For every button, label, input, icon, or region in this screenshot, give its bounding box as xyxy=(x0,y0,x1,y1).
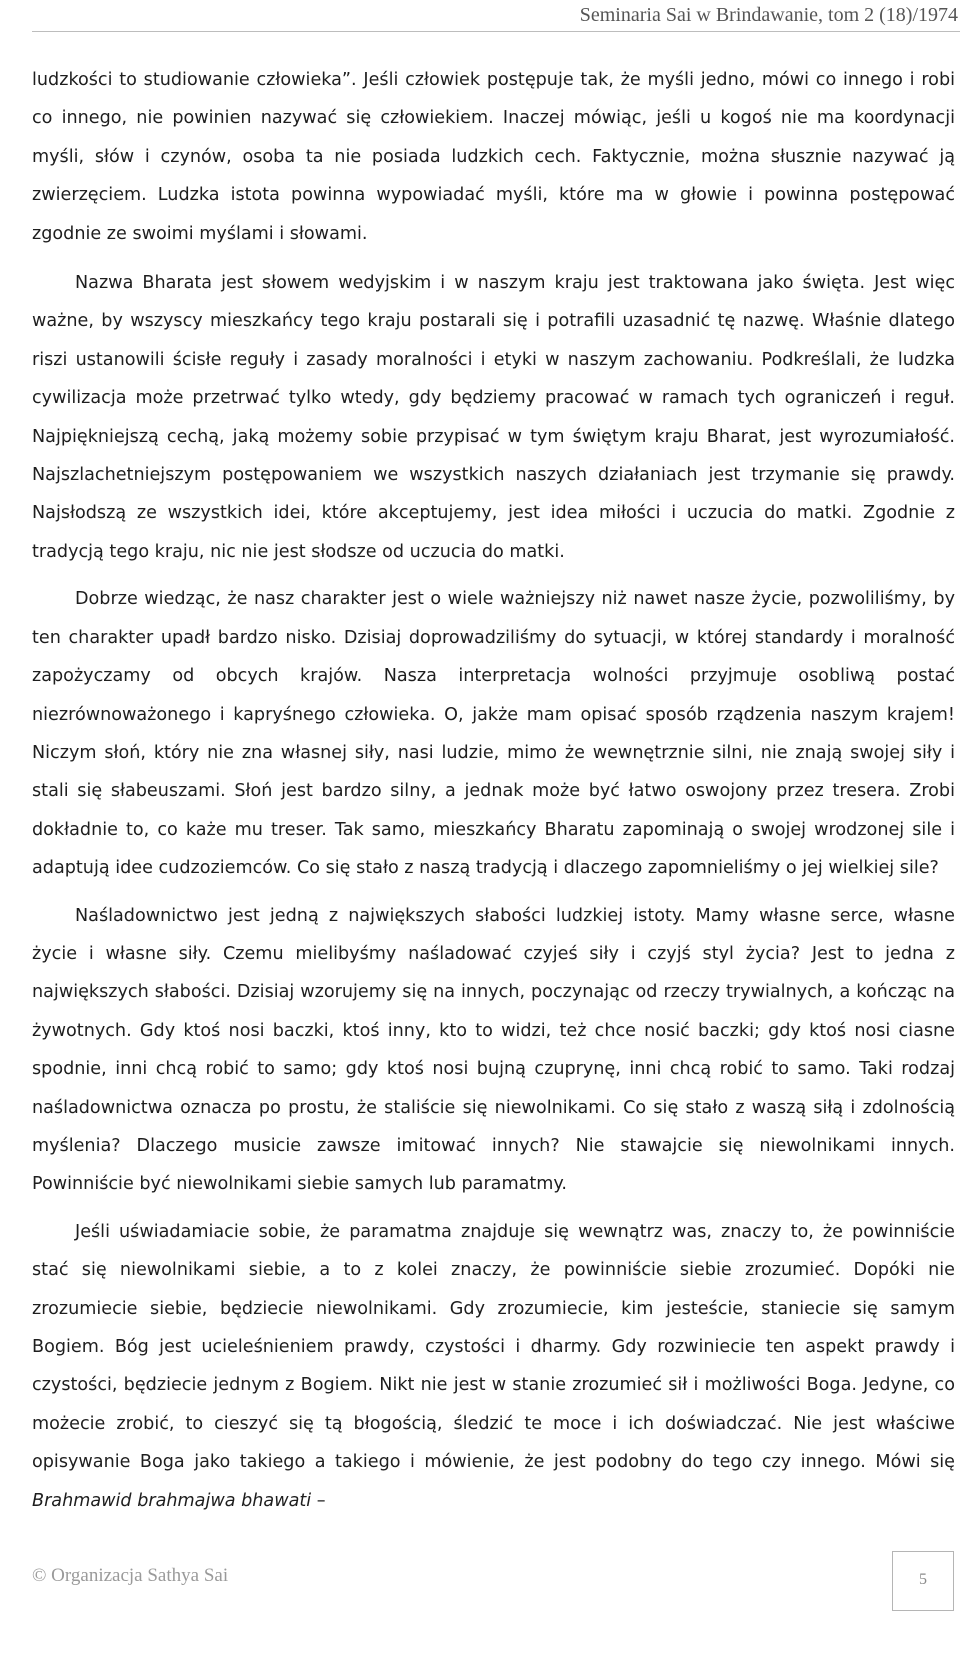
paragraph-3: Dobrze wiedząc, że nasz charakter jest o wiele ważniejszy niż nawet nasze życie, pozwoliliśmy, by ten charakter upadł bardzo nisko. Dzisiaj doprowadziliśmy do sytuacji, w której standardy i moralność zapożyczamy od obcych krajów. Nasza interpretacja wolności przyjmuje osobliwą postać niezrównoważonego i kapryśnego człowieka. O, jakże mam opisać sposób rządzenia naszym krajem! Niczym słoń, który nie zna własnej siły, nasi ludzie, mimo że wewnętrznie silni, nie znają swojej siły i stali się słabeuszami. Słoń jest bardzo silny, a jednak może być łatwo oswojony przez tresera. Zrobi dokładnie to, co każe mu treser. Tak samo, mieszkańcy Bharatu zapominają o swojej wrodzonej sile i adaptują idee cudzoziemców. Co się stało z naszą tradycją i dlaczego zapomnieliśmy o jej wielkiej sile? xyxy=(32,589,955,879)
page-number-box xyxy=(892,1551,954,1611)
header-title: Seminaria Sai w Brindawanie, tom 2 (18)/1974 xyxy=(579,4,958,26)
paragraph-5-tail: – xyxy=(311,1490,326,1511)
paragraph-5 xyxy=(32,1213,955,1520)
paragraph-1: ludzkości to studiowanie człowieka”. Jeśli człowiek postępuje tak, że myśli jedno, mówi co innego i robi co innego, nie powinien nazywać się człowiekiem. Inaczej mówiąc, jeśli u kogoś nie ma koordynacji myśli, słów i czynów, osoba ta nie posiada ludzkich cech. Faktycznie, można słusznie nazywać ją zwierzęciem. Ludzka istota powinna wypowiadać myśli, które ma w głowie i powinna postępować zgodnie ze swoimi myślami i słowami. xyxy=(32,70,955,244)
paragraph-5-text: Jeśli uświadamiacie sobie, że paramatma znajduje się wewnątrz was, znaczy to, że powinniście stać się niewolnikami siebie, a to z kolei znaczy, że powinniście siebie zrozumieć. Dopóki nie zrozumiecie siebie, będziecie niewolnikami. Gdy zrozumiecie, kim jesteście, staniecie się samym Bogiem. Bóg jest ucieleśnieniem prawdy, czystości i dharmy. Gdy rozwiniecie ten aspekt prawdy i czystości, będziecie jednym z Bogiem. Nikt nie jest w stanie zrozumieć sił i możliwości Boga. Jedyne, co możecie zrobić, to cieszyć się tą błogością, śledzić te moce i ich doświadczać. Nie jest właściwe opisywanie Boga jako takiego a takiego i mówienie, że jest podobny do tego czy innego. Mówi się xyxy=(32,1221,955,1473)
document-body xyxy=(32,61,955,1529)
paragraph-2: Nazwa Bharata jest słowem wedyjskim i w naszym kraju jest traktowana jako święta. Jest więc ważne, by wszyscy mieszkańcy tego kraju postarali się i potrafili uzasadnić tę nazwę. Właśnie dlatego riszi ustanowili ścisłe reguły i zasady moralności i etyki w naszym zachowaniu. Podkreślali, że ludzka cywilizacja może przetrwać tylko wtedy, gdy będziemy pracować w ramach tych ograniczeń i reguł. Najpiękniejszą cechą, jaką możemy sobie przypisać w tym świętym kraju Bharat, jest wyrozumiałość. Najszlachetniejszym postępowaniem we wszystkich naszych działaniach jest trzymanie się prawdy. Najsłodszą ze wszystkich idei, które akceptujemy, jest idea miłości i uczucia do matki. Zgodnie z tradycją tego kraju, nic nie jest słodsze od uczucia do matki. xyxy=(32,273,955,562)
running-header xyxy=(32,0,960,32)
footer-copyright: © Organizacja Sathya Sai xyxy=(32,1565,229,1586)
paragraph-4: Naśladownictwo jest jedną z największych słabości ludzkiej istoty. Mamy własne serce, własne życie i własne siły. Czemu mielibyśmy naśladować czyjeś siły i czyjś styl życia? Jest to jedna z największych słabości. Dzisiaj wzorujemy się na innych, poczynając od rzeczy trywialnych, a kończąc na żywotnych. Gdy ktoś nosi baczki, ktoś inny, kto to widzi, też chce nosić baczki; gdy ktoś nosi ciasne spodnie, inni chcą robić to samo; gdy ktoś nosi bujną czuprynę, inni chcą robić to samo. Taki rodzaj naśladownictwa oznacza po prostu, że staliście się niewolnikami. Co się stało z waszą siłą i zdolnością myślenia? Dlaczego musicie zawsze imitować innych? Nie stawajcie się niewolnikami innych. Powinniście być niewolnikami siebie samych lub paramatmy. xyxy=(32,905,955,1195)
sanskrit-quote: Brahmawid brahmajwa bhawati xyxy=(32,1490,312,1511)
page-number: 5 xyxy=(919,1571,927,1588)
